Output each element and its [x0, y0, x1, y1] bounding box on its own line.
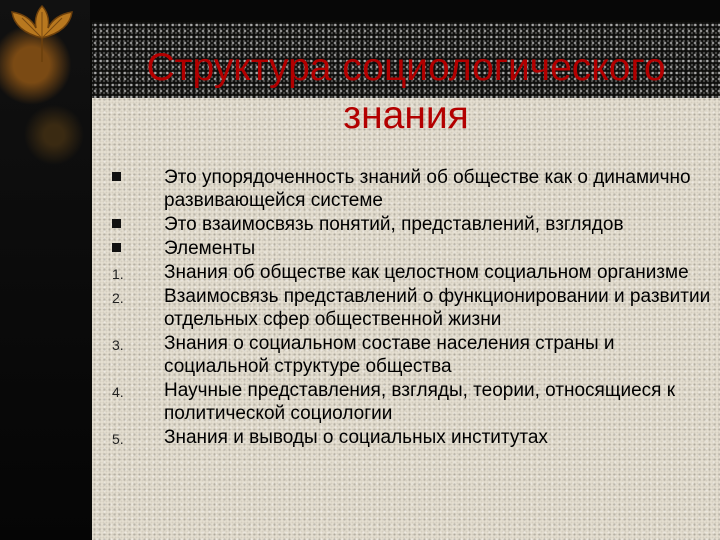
slide-title — [92, 44, 720, 140]
item-number: 2. — [112, 290, 124, 306]
numbered-text: Знания о социальном составе населения страны и социальной структуре общества — [164, 333, 615, 377]
item-number: 4. — [112, 384, 124, 400]
square-bullet-icon — [112, 243, 121, 252]
bullet-item — [112, 166, 712, 212]
numbered-item — [112, 379, 712, 425]
item-number: 1. — [112, 266, 124, 282]
bullet-text: Элементы — [164, 238, 256, 259]
decorative-frame — [0, 0, 90, 540]
numbered-item — [112, 261, 712, 284]
numbered-item — [112, 285, 712, 331]
slide-title-line-2: знания — [343, 94, 469, 137]
bullet-text: Это взаимосвязь понятий, представлений, взглядов — [164, 214, 624, 235]
square-bullet-icon — [112, 219, 121, 228]
numbered-item — [112, 332, 712, 378]
square-bullet-icon — [112, 172, 121, 181]
bullet-item — [112, 237, 712, 260]
numbered-text: Знания об обществе как целостном социальном организме — [164, 262, 689, 283]
bullet-text: Это упорядоченность знаний об обществе как о динамично развивающейся системе — [164, 167, 691, 211]
numbered-item — [112, 426, 712, 449]
bullet-item — [112, 213, 712, 236]
numbered-text: Научные представления, взгляды, теории, относящиеся к политической социологии — [164, 380, 676, 424]
numbered-text: Знания и выводы о социальных институтах — [164, 427, 548, 448]
item-number: 3. — [112, 337, 124, 353]
autumn-leaf-icon — [6, 4, 78, 66]
slide-title-line-1: Структура социологического — [146, 46, 666, 89]
top-bar — [90, 0, 720, 20]
numbered-text: Взаимосвязь представлений о функционировании и развитии отдельных сфер общественной жизни — [164, 286, 711, 330]
content-list — [112, 166, 712, 450]
item-number: 5. — [112, 431, 124, 447]
